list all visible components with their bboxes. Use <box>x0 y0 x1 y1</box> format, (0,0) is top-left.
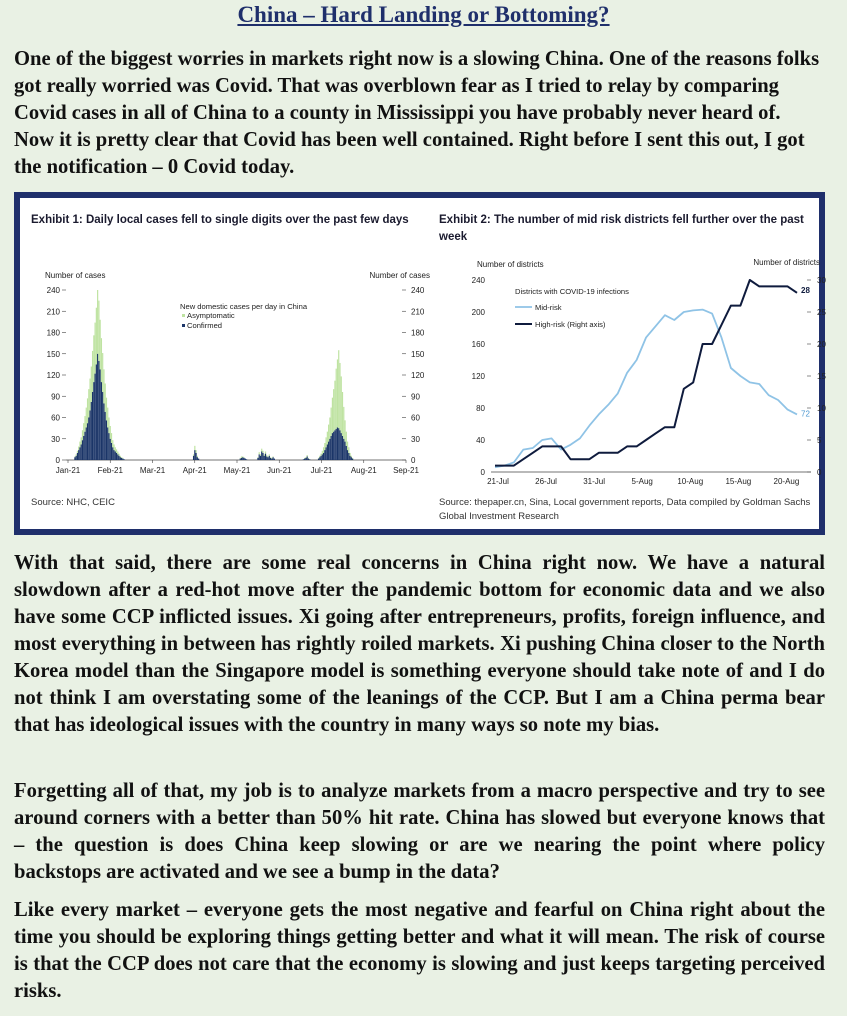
asymptomatic-bar <box>327 432 328 445</box>
asymptomatic-bar <box>339 363 340 430</box>
asymptomatic-bar <box>81 437 82 444</box>
confirmed-bar <box>97 354 98 460</box>
exhibit2-ytick-right: 25 <box>817 308 826 317</box>
confirmed-bar <box>95 374 96 460</box>
confirmed-bar <box>243 458 244 460</box>
confirmed-bar <box>111 443 112 460</box>
confirmed-bar <box>74 457 75 460</box>
paragraph-2: With that said, there are some real concerns in China right now. We have a natural slowdown after a red-hot move after the pandemic bottom for economic data and we also have some CCP inflicted issues. Xi going after entrepreneurs, profits, foreign influence, and most everything in between has rightly roiled markets. Xi pushing China closer to the North Korea model than the Singapore model is something everyone should take note of and I do not think I am overstating some of the leanings of the CCP. But I am a China perma bear that has ideological issues with the country in many ways so note my bias. <box>14 552 825 736</box>
confirmed-bar <box>82 440 83 460</box>
exhibits-figure <box>14 192 825 535</box>
asymptomatic-bar <box>264 454 265 455</box>
confirmed-bar <box>92 392 93 460</box>
asymptomatic-bar <box>318 458 319 459</box>
exhibit1-ytick-right: 60 <box>411 413 420 423</box>
confirmed-bar <box>100 369 101 460</box>
asymptomatic-bar <box>266 455 267 456</box>
confirmed-bar <box>83 436 84 460</box>
exhibit1-ytick-left: 240 <box>46 286 60 295</box>
exhibit1-ytick-left: 0 <box>55 456 60 465</box>
asymptomatic-bar <box>334 381 335 431</box>
asymptomatic-bar <box>336 369 337 429</box>
confirmed-bar <box>352 459 353 460</box>
exhibit1-xtick: Apr-21 <box>182 466 207 475</box>
asymptomatic-bar <box>115 447 116 451</box>
confirmed-bar <box>108 433 109 460</box>
exhibit2-legend-midrisk: Mid-risk <box>535 303 562 312</box>
confirmed-bar <box>307 456 308 460</box>
page-title: China – Hard Landing or Bottoming? <box>237 2 610 27</box>
exhibit1-xtick: Jun-21 <box>267 466 292 475</box>
confirmed-bar <box>246 459 247 460</box>
asymptomatic-bar <box>342 392 343 436</box>
exhibit2-xtick: 21-Jul <box>487 477 509 486</box>
confirmed-bar <box>309 459 310 460</box>
confirmed-bar <box>120 457 121 460</box>
asymptomatic-bar <box>74 456 75 457</box>
confirmed-bar <box>338 428 339 460</box>
asymptomatic-bar <box>347 442 348 451</box>
asymptomatic-bar <box>197 456 198 457</box>
confirmed-bar <box>346 446 347 460</box>
asymptomatic-bar <box>352 458 353 459</box>
exhibit2-ytick-left: 0 <box>480 468 485 477</box>
asymptomatic-bar <box>82 430 83 440</box>
exhibit1-chart <box>26 260 430 490</box>
asymptomatic-bar <box>341 376 342 433</box>
confirmed-bar <box>342 436 343 460</box>
confirmed-bar <box>331 436 332 460</box>
asymptomatic-bar <box>319 456 320 457</box>
exhibit1-ytick-right: 30 <box>411 434 420 444</box>
exhibit1-ytick-right: 150 <box>411 349 425 359</box>
asymptomatic-bar <box>348 447 349 453</box>
confirmed-bar <box>102 392 103 460</box>
asymptomatic-bar <box>98 301 99 361</box>
exhibit2-ytick-left: 240 <box>471 276 485 285</box>
asymptomatic-bar <box>329 418 330 439</box>
exhibit2-ytick-right: 15 <box>817 372 826 381</box>
exhibit2-ytick-left: 160 <box>471 340 485 349</box>
asymptomatic-bar <box>122 458 123 459</box>
confirmed-bar <box>262 453 263 460</box>
confirmed-bar <box>332 433 333 460</box>
asymptomatic-bar <box>333 389 334 432</box>
exhibit1-ytick-left: 30 <box>51 434 60 444</box>
asymptomatic-bar <box>328 425 329 442</box>
confirmed-bar <box>347 450 348 460</box>
highrisk-end-label: 28 <box>801 285 810 295</box>
asymptomatic-bar <box>97 290 98 354</box>
confirmed-bar <box>86 427 87 460</box>
asymptomatic-bar <box>76 454 77 455</box>
asymptomatic-bar <box>304 458 305 459</box>
asymptomatic-bar <box>240 458 241 459</box>
asymptomatic-bar <box>194 446 195 450</box>
exhibit1-ytick-right: 210 <box>411 307 425 317</box>
confirmed-bar <box>77 453 78 460</box>
exhibit1-ytick-right: 90 <box>411 392 420 402</box>
exhibit1-xtick: Feb-21 <box>97 466 123 475</box>
asymptomatic-bar <box>338 350 339 428</box>
confirmed-bar <box>113 450 114 460</box>
confirmed-bar <box>328 442 329 460</box>
confirmed-bar <box>303 459 304 460</box>
confirmed-bar <box>324 450 325 460</box>
confirmed-bar <box>334 430 335 460</box>
asymptomatic-bar <box>118 454 119 456</box>
confirmed-bar <box>96 364 97 460</box>
asymptomatic-bar <box>344 420 345 441</box>
asymptomatic-bar <box>195 450 196 453</box>
confirmed-bar <box>348 453 349 460</box>
asymptomatic-bar <box>260 454 261 455</box>
asymptomatic-bar <box>88 389 89 417</box>
exhibit1-source: Source: NHC, CEIC <box>31 497 115 508</box>
asymptomatic-bar <box>110 426 111 439</box>
confirmed-bar <box>245 459 246 460</box>
asymptomatic-bar <box>103 369 104 403</box>
asymptomatic-bar <box>112 440 113 447</box>
asymptomatic-bar <box>116 449 117 453</box>
exhibit2-legend-highrisk: High-risk (Right axis) <box>535 320 606 329</box>
confirmed-bar <box>260 456 261 460</box>
asymptomatic-bar <box>101 338 102 382</box>
asymptomatic-bar <box>83 423 84 436</box>
exhibit2-ytick-left: 200 <box>471 308 485 317</box>
confirmed-bar <box>121 458 122 460</box>
confirmed-bar <box>323 453 324 460</box>
asymptomatic-bar <box>265 452 266 454</box>
asymptomatic-bar <box>262 451 263 453</box>
asymptomatic-bar <box>96 308 97 365</box>
asymptomatic-bar <box>308 458 309 459</box>
confirmed-bar <box>87 423 88 460</box>
exhibit2-xtick: 10-Aug <box>677 477 704 486</box>
confirmed-bar <box>241 458 242 460</box>
confirmed-bar <box>327 444 328 460</box>
asymptomatic-bar <box>343 407 344 439</box>
asymptomatic-bar <box>79 442 80 448</box>
exhibit1-ylabel-right: Number of cases <box>369 271 430 280</box>
confirmed-bar <box>337 427 338 460</box>
confirmed-bar <box>98 361 99 460</box>
asymptomatic-bar <box>272 456 273 457</box>
asymptomatic-bar <box>271 458 272 459</box>
asymptomatic-bar <box>193 454 194 455</box>
asymptomatic-bar <box>307 455 308 456</box>
exhibit2-ytick-right: 10 <box>817 404 826 413</box>
exhibit2-xtick: 26-Jul <box>535 477 557 486</box>
confirmed-bar <box>122 459 123 460</box>
confirmed-bar <box>261 452 262 461</box>
asymptomatic-bar <box>331 408 332 436</box>
exhibit1-ytick-right: 0 <box>411 456 416 465</box>
asymptomatic-bar <box>349 453 350 456</box>
asymptomatic-bar <box>121 457 122 458</box>
confirmed-bar <box>79 447 80 460</box>
confirmed-bar <box>339 430 340 460</box>
exhibit1-xtick: Sep-21 <box>393 466 419 475</box>
confirmed-legend-swatch <box>182 324 185 327</box>
exhibit2-xtick: 15-Aug <box>725 477 752 486</box>
confirmed-bar <box>242 457 243 460</box>
confirmed-bar <box>272 457 273 460</box>
confirmed-bar <box>319 457 320 460</box>
asymptomatic-bar <box>100 320 101 370</box>
asymptomatic-bar <box>243 457 244 458</box>
asymptomatic-bar <box>326 437 327 447</box>
asymptomatic-bar <box>324 443 325 450</box>
confirmed-bar <box>116 453 117 460</box>
exhibit1-legend-asymptomatic: Asymptomatic <box>187 311 235 320</box>
confirmed-bar <box>320 456 321 460</box>
asymptomatic-bar <box>107 408 108 428</box>
asymptomatic-bar <box>269 454 270 455</box>
confirmed-bar <box>195 453 196 460</box>
confirmed-bar <box>271 459 272 460</box>
confirmed-bar <box>318 459 319 460</box>
confirmed-bar <box>76 456 77 460</box>
exhibit2-xtick: 31-Jul <box>583 477 606 486</box>
confirmed-bar <box>112 447 113 460</box>
exhibit1-title: Exhibit 1: Daily local cases fell to single digits over the past few days <box>31 214 409 226</box>
asymptomatic-bar <box>113 444 114 450</box>
exhibit2-title: Exhibit 2: The number of mid risk districts fell further over the past week <box>439 214 804 243</box>
confirmed-bar <box>344 442 345 460</box>
confirmed-bar <box>304 459 305 460</box>
asymptomatic-bar <box>351 456 352 457</box>
confirmed-bar <box>107 427 108 460</box>
exhibit1-legend-title: New domestic cases per day in China <box>180 302 308 311</box>
exhibit2-ytick-right: 5 <box>817 436 822 445</box>
exhibit1-ytick-left: 150 <box>46 349 60 359</box>
confirmed-bar <box>117 454 118 460</box>
confirmed-bar <box>305 458 306 460</box>
confirmed-bar <box>78 450 79 460</box>
exhibit1-ytick-left: 210 <box>46 307 60 317</box>
exhibit2-ytick-right: 20 <box>817 340 826 349</box>
asymptomatic-bar <box>106 398 107 421</box>
confirmed-bar <box>270 458 271 460</box>
confirmed-bar <box>89 410 90 460</box>
exhibit1-ytick-left: 90 <box>51 392 60 402</box>
exhibit1-ytick-right: 120 <box>411 371 425 380</box>
asymptomatic-bar <box>89 379 90 411</box>
confirmed-bar <box>322 454 323 460</box>
confirmed-bar <box>274 459 275 460</box>
exhibit1-ytick-right: 240 <box>411 286 425 295</box>
confirmed-bar <box>240 459 241 460</box>
asymptomatic-bar <box>337 359 338 427</box>
asymptomatic-bar <box>270 457 271 458</box>
asymptomatic-bar <box>92 351 93 392</box>
confirmed-bar <box>197 457 198 460</box>
confirmed-bar <box>198 459 199 460</box>
asymptomatic-bar <box>323 447 324 453</box>
exhibit2-ylabel-right: Number of districts <box>753 258 820 267</box>
exhibit1-ytick-left: 120 <box>46 371 60 380</box>
exhibit1-ytick-left: 60 <box>51 413 60 423</box>
confirmed-bar <box>88 418 89 461</box>
exhibit2-ytick-left: 120 <box>471 372 485 381</box>
confirmed-bar <box>259 454 260 460</box>
confirmed-bar <box>106 420 107 460</box>
asymptomatic-bar <box>332 398 333 433</box>
confirmed-bar <box>333 432 334 460</box>
exhibit2-ylabel-left: Number of districts <box>477 260 544 269</box>
asymptomatic-bar <box>242 456 243 457</box>
exhibit2-xtick: 20-Aug <box>773 477 800 486</box>
confirmed-bar <box>93 382 94 460</box>
confirmed-bar <box>266 456 267 460</box>
asymptomatic-bar <box>322 451 323 455</box>
confirmed-bar <box>351 457 352 460</box>
exhibit2-ytick-right: 30 <box>817 276 826 285</box>
confirmed-bar <box>91 402 92 460</box>
confirmed-bar <box>265 454 266 460</box>
confirmed-bar <box>308 459 309 460</box>
confirmed-bar <box>336 429 337 460</box>
asymptomatic-bar <box>257 457 258 458</box>
asymptomatic-bar <box>93 335 94 382</box>
paragraph-4: Like every market – everyone gets the most negative and fearful on China right about the time you should be exploring things getting better and what it will mean. The risk of course is that the CCP does not care that the economy is slowing and just keeps targeting perceived risks. <box>14 899 825 1002</box>
confirmed-bar <box>264 456 265 460</box>
paragraph-3: Forgetting all of that, my job is to analyze markets from a macro perspective and try to see around corners with a better than 50% hit rate. China has slowed but everyone knows that – the question is does China keep slowing or are we nearing the point where policy backstops are activated and we see a bump in the data? <box>14 780 825 883</box>
asymptomatic-bar <box>102 353 103 392</box>
confirmed-bar <box>194 450 195 460</box>
asymptomatic-bar <box>108 418 109 434</box>
confirmed-bar <box>257 458 258 460</box>
asymptomatic-bar <box>84 416 85 432</box>
midrisk-line <box>495 310 797 468</box>
confirmed-bar <box>349 456 350 460</box>
asymptomatic-bar <box>259 452 260 454</box>
asymptomatic-legend-swatch <box>182 314 185 317</box>
asymptomatic-bar <box>95 323 96 374</box>
asymptomatic-bar <box>86 408 87 428</box>
asymptomatic-bar <box>346 432 347 446</box>
midrisk-end-label: 72 <box>801 409 810 419</box>
asymptomatic-bar <box>261 449 262 452</box>
confirmed-bar <box>269 456 270 460</box>
exhibit2-source: Source: thepaper.cn, Sina, Local government reports, Data compiled by Goldman Sachs Global Investment Research <box>439 497 811 522</box>
asymptomatic-bar <box>320 454 321 456</box>
confirmed-bar <box>118 456 119 460</box>
asymptomatic-bar <box>117 452 118 455</box>
exhibit2-ytick-left: 80 <box>476 404 485 413</box>
asymptomatic-bar <box>78 447 79 451</box>
confirmed-bar <box>341 433 342 460</box>
exhibit1-ylabel-left: Number of cases <box>45 271 106 280</box>
exhibit1-xtick: Aug-21 <box>350 466 377 475</box>
confirmed-bar <box>267 457 268 460</box>
asymptomatic-bar <box>111 433 112 443</box>
confirmed-bar <box>124 459 125 460</box>
exhibit2-chart <box>435 250 826 490</box>
confirmed-bar <box>110 439 111 460</box>
confirmed-bar <box>326 447 327 460</box>
exhibit2-legend-title: Districts with COVID-19 infections <box>515 287 629 296</box>
confirmed-bar <box>84 432 85 460</box>
asymptomatic-bar <box>241 456 242 457</box>
exhibit1-ytick-right: 180 <box>411 328 425 338</box>
exhibit2-xtick: 5-Aug <box>631 477 653 486</box>
asymptomatic-bar <box>105 384 106 412</box>
paragraph-1: One of the biggest worries in markets right now is a slowing China. One of the reasons folks got really worried was Covid. That was overblown fear as I tried to relay by comparing Covid cases in all of China to a county in Mississippi you have probably never heard of. Now it is pretty clear that Covid has been well contained. Right before I sent this out, I got the notification – 0 Covid today. <box>14 48 820 178</box>
exhibit1-xtick: Jul-21 <box>310 466 333 475</box>
confirmed-bar <box>103 403 104 460</box>
confirmed-bar <box>329 439 330 460</box>
confirmed-bar <box>101 382 102 460</box>
confirmed-bar <box>115 452 116 461</box>
exhibit1-legend-confirmed: Confirmed <box>187 321 223 330</box>
confirmed-bar <box>105 412 106 460</box>
confirmed-bar <box>193 456 194 460</box>
exhibit2-ytick-left: 40 <box>476 436 485 445</box>
confirmed-bar <box>81 444 82 460</box>
asymptomatic-bar <box>305 457 306 458</box>
asymptomatic-bar <box>120 456 121 457</box>
exhibit2-ytick-right: 0 <box>817 468 822 477</box>
asymptomatic-bar <box>77 451 78 453</box>
confirmed-bar <box>343 439 344 460</box>
exhibit1-xtick: May-21 <box>223 466 251 475</box>
asymptomatic-bar <box>91 367 92 402</box>
asymptomatic-bar <box>267 456 268 457</box>
exhibit1-xtick: Jan-21 <box>55 466 81 475</box>
exhibit1-ytick-left: 180 <box>46 328 60 338</box>
exhibit1-xtick: Mar-21 <box>139 466 166 475</box>
asymptomatic-bar <box>87 398 88 423</box>
